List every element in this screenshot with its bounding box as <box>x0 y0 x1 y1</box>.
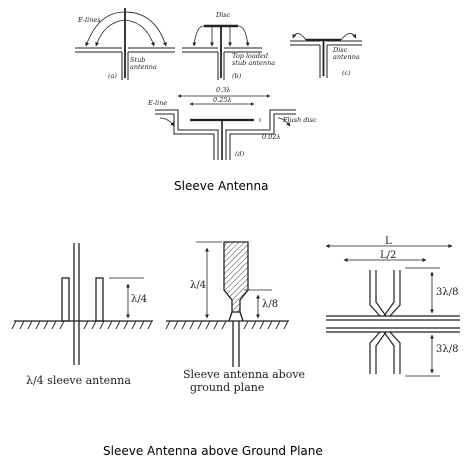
stub-antenna-b-label: stub antenna <box>232 59 276 67</box>
disc-antenna-label: antenna <box>333 53 360 61</box>
length-L2-label: L/2 <box>380 250 397 261</box>
length-L-label: L <box>385 236 392 247</box>
e-line-label: E-line <box>148 99 168 107</box>
top-3-eighth-label: 3λ/8 <box>436 287 459 298</box>
e-lines-label: E-lines <box>78 16 101 24</box>
diagram-a-stub-antenna <box>75 8 175 80</box>
diagram-sleeve-above-ground <box>166 242 305 394</box>
flush-disc-label: Flush disc <box>283 116 317 124</box>
diagram-c-disc-antenna <box>290 33 362 78</box>
diagram-b-top-loaded-stub <box>182 11 275 80</box>
dim-0.3-label: 0.3λ <box>216 86 231 94</box>
dim-0.02-label: 0.02λ <box>262 133 281 141</box>
disc-label: Disc <box>216 11 231 19</box>
disc-c-label: Disc <box>333 46 348 54</box>
diagram-c-label: (c) <box>342 69 351 77</box>
quarter-sleeve-caption: λ/4 sleeve antenna <box>26 374 131 387</box>
ground-plane-caption: Sleeve Antenna above Ground Plane <box>103 444 323 458</box>
dim-0.25-label: 0.25λ <box>213 96 232 104</box>
stub-label: Stub <box>130 56 146 64</box>
middle-quarter-label: λ/4 <box>190 280 207 291</box>
quarter-wave-label: λ/4 <box>131 294 148 305</box>
stub-antenna-label: antenna <box>130 63 157 71</box>
sleeve-antenna-caption: Sleeve Antenna <box>174 179 269 193</box>
diagram-sleeve-cross-section <box>326 236 460 376</box>
diagram-quarter-wave-sleeve <box>12 243 153 387</box>
top-loaded-label: Top loaded <box>232 52 269 60</box>
eighth-wave-label: λ/8 <box>262 299 279 310</box>
sleeve-above-caption-1: Sleeve antenna above <box>183 368 306 381</box>
diagram-d-label: (d) <box>235 150 245 158</box>
diagram-d-flush-disc <box>147 86 317 160</box>
diagram-b-label: (b) <box>232 72 242 80</box>
sleeve-above-caption-2: ground plane <box>190 381 265 394</box>
diagram-a-label: (a) <box>108 72 117 80</box>
bottom-3-eighth-label: 3λ/8 <box>436 344 459 355</box>
